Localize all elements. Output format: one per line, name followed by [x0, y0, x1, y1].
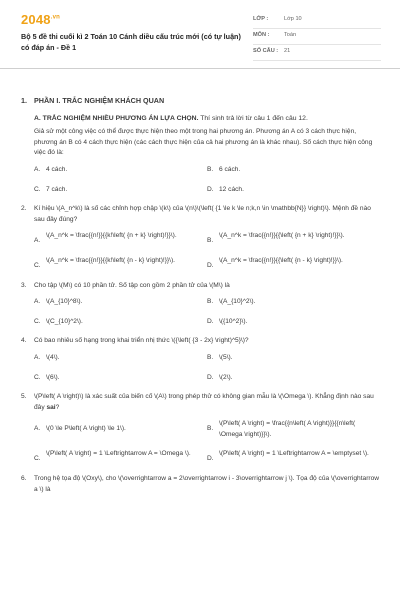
question-number: 4.: [21, 337, 27, 345]
question-2: [21, 204, 381, 271]
meta-table: [253, 13, 381, 61]
question-1: [21, 96, 381, 195]
question-text: Cho tập \(M\) có 10 phần tử. Số tập con gồm 2 phần tử của \(M\) là: [34, 281, 230, 289]
option-c[interactable]: [34, 449, 207, 465]
question-4: [21, 336, 381, 383]
option-text: \(4\).: [46, 353, 60, 361]
question-text-part: \(P\left( A \right)\) là xác suất của biến cố \(A\) trong phép thử có không gian mẫu là \(\Omega \). Khẳng định nào sau đây: [34, 393, 374, 411]
question-number: 1.: [21, 96, 27, 105]
option-letter: C.: [34, 373, 41, 381]
question-text: Kí hiệu \(A_n^k\) là số các chỉnh hợp chập \(k\) của \(n\)\(\left( {1 \le k \le n;k,n \in \mathbb{N}} \right)\). Mệnh đề nào sau đây đúng?: [34, 205, 371, 223]
option-a[interactable]: [34, 297, 207, 308]
answer-options: [34, 297, 381, 327]
option-text: \(A_n^k = \frac{{n!}}{{k!\left( {n + k} \right)!}}\).: [46, 232, 177, 240]
question-text: Giả sử một công việc có thể được thực hiện theo một trong hai phương án. Phương án A có 3 cách thực hiện, phương án B có 4 cách thực hiện (các cách thực hiện của cả hai phương án là khác nhau). Số cách thực hiện công việc đó là:: [34, 128, 373, 157]
option-letter: D.: [207, 261, 214, 269]
option-letter: B.: [207, 298, 214, 306]
option-letter: C.: [34, 455, 41, 463]
answer-options: [34, 419, 381, 465]
option-text: \(A_n^k = \frac{{n!}}{{\left( {n - k} \right)!}}\).: [219, 256, 343, 264]
option-d[interactable]: [207, 373, 380, 384]
option-letter: A.: [34, 165, 41, 173]
logo-suffix: .vn: [50, 14, 61, 21]
meta-row-subject: [253, 29, 381, 45]
option-letter: A.: [34, 298, 41, 306]
option-b[interactable]: [207, 231, 380, 247]
option-text: \(A_{10}^2\).: [219, 298, 256, 306]
meta-value: Lớp 10: [284, 16, 302, 22]
option-d[interactable]: [207, 449, 380, 465]
question-number: 3.: [21, 281, 27, 289]
option-text: \(0 \le P\left( A \right) \le 1\).: [46, 425, 126, 433]
meta-value: 21: [284, 48, 291, 54]
exam-content: [21, 96, 381, 495]
option-b[interactable]: [207, 165, 380, 176]
meta-key: LỚP :: [253, 16, 269, 22]
option-a[interactable]: [34, 353, 207, 364]
question-emphasis: sai: [46, 403, 56, 411]
option-letter: D.: [207, 185, 214, 193]
option-letter: C.: [34, 185, 41, 193]
section-title-text: PHẦN I. TRẮC NGHIỆM KHÁCH QUAN: [34, 96, 165, 105]
question-text: Có bao nhiêu số hạng trong khai triển nhị thức \({\left( {3 - 2x} \right)^5}\)?: [34, 337, 249, 345]
question-text: Trong hệ tọa độ \(Oxy\), cho \(\overrightarrow a = 2\overrightarrow i - 3\overrightarrow j \). Tọa độ của \(\overrightarrow a \) là: [34, 475, 380, 493]
option-c[interactable]: [34, 317, 207, 328]
option-letter: A.: [34, 425, 41, 433]
meta-row-count: [253, 45, 381, 61]
logo-text: 2048: [21, 12, 51, 27]
option-a[interactable]: [34, 231, 207, 247]
question-5: [21, 392, 381, 465]
question-number: 5.: [21, 393, 27, 401]
option-d[interactable]: [207, 317, 380, 328]
option-letter: D.: [207, 373, 214, 381]
page-title: Bộ 5 đề thi cuối kì 2 Toán 10 Cánh diều cấu trúc mới (có tự luận) có đáp án - Đề 1: [21, 32, 241, 52]
option-c[interactable]: [34, 256, 207, 272]
option-c[interactable]: [34, 185, 207, 196]
option-b[interactable]: [207, 353, 380, 364]
option-text: 6 cách.: [219, 165, 241, 173]
option-text: \(2\).: [219, 373, 233, 381]
option-text: 12 cách.: [219, 185, 244, 193]
question-6: [21, 474, 381, 495]
option-letter: A.: [34, 353, 41, 361]
question-3: [21, 281, 381, 328]
meta-key: MÔN :: [253, 32, 270, 38]
option-letter: C.: [34, 261, 41, 269]
question-text-part: ?: [55, 403, 60, 411]
option-letter: A.: [34, 237, 41, 245]
option-text: \(P\left( A \right) = 1 \Leftrightarrow A = \Omega \).: [46, 450, 191, 458]
option-a[interactable]: [34, 419, 207, 440]
option-letter: B.: [207, 425, 214, 433]
option-b[interactable]: [207, 297, 380, 308]
option-d[interactable]: [207, 185, 380, 196]
answer-options: [34, 231, 381, 271]
option-text: \(C_{10}^2\).: [46, 317, 83, 325]
answer-options: [34, 165, 381, 195]
option-text: \(P\left( A \right) = 1 \Leftrightarrow A = \emptyset \).: [219, 450, 369, 458]
option-d[interactable]: [207, 256, 380, 272]
option-text: \(A_n^k = \frac{{n!}}{{k!\left( {n - k} \right)!}}\).: [46, 256, 175, 264]
question-number: 2.: [21, 205, 27, 213]
option-text: \(A_n^k = \frac{{n!}}{{\left( {n + k} \right)!}}\).: [219, 232, 345, 240]
option-text: \(5\).: [219, 353, 233, 361]
option-letter: B.: [207, 237, 214, 245]
answer-options: [34, 353, 381, 383]
part-title: [34, 114, 381, 125]
option-text: \({10^2}\).: [219, 317, 248, 325]
meta-value: Toán: [284, 32, 297, 38]
part-title-rest: Thí sinh trả lời từ câu 1 đến câu 12.: [198, 114, 308, 122]
meta-row-class: [253, 13, 381, 29]
option-text: \(A_{10}^8\).: [46, 298, 83, 306]
option-letter: B.: [207, 165, 214, 173]
section-title: [21, 96, 381, 107]
option-text: 7 cách.: [46, 185, 68, 193]
question-number: 6.: [21, 475, 27, 483]
meta-key: SỐ CÂU :: [253, 48, 279, 54]
option-text: 4 cách.: [46, 165, 68, 173]
option-letter: C.: [34, 317, 41, 325]
option-b[interactable]: [207, 419, 380, 440]
option-letter: D.: [207, 455, 214, 463]
part-title-bold: A. TRẮC NGHIỆM NHIỀU PHƯƠNG ÁN LỰA CHỌN.: [34, 114, 199, 122]
site-logo[interactable]: [21, 12, 60, 27]
option-c[interactable]: [34, 373, 207, 384]
question-text: [34, 392, 381, 413]
option-letter: D.: [207, 317, 214, 325]
option-letter: B.: [207, 353, 214, 361]
header: [0, 0, 400, 69]
option-text: \(P\left( A \right) = \frac{{n\left( A \right)}}{{n\left( \Omega \right)}}\).: [219, 420, 356, 438]
option-text: \(6\).: [46, 373, 60, 381]
option-a[interactable]: [34, 165, 207, 176]
